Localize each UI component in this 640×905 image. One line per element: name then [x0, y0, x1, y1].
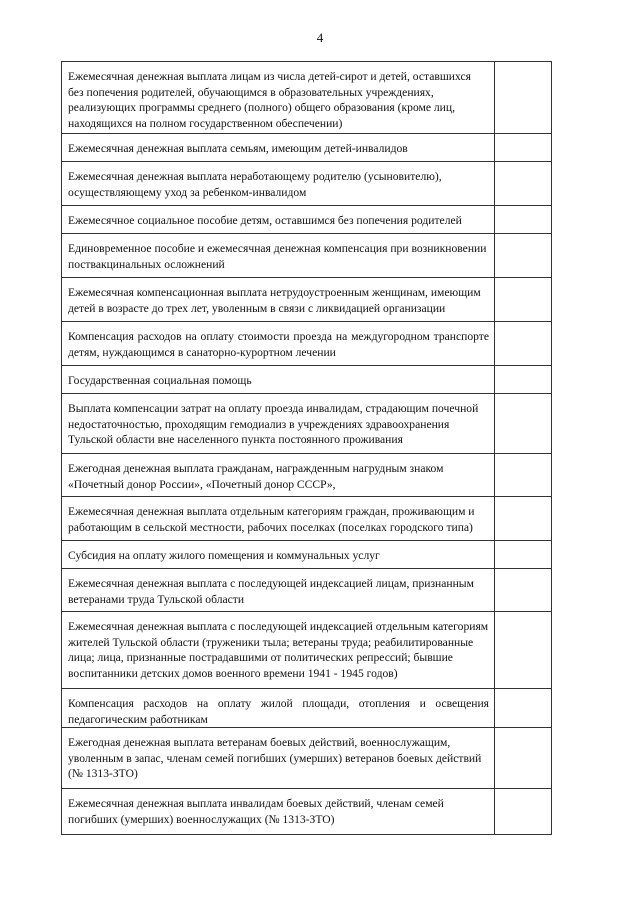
benefit-mark-cell	[495, 497, 552, 541]
benefit-mark-cell	[495, 206, 552, 234]
table-row	[62, 62, 552, 134]
table-row	[62, 134, 552, 162]
benefit-mark-cell	[495, 322, 552, 366]
table-row	[62, 234, 552, 278]
benefit-description: Ежемесячная денежная выплата лицам из числа детей-сирот и детей, оставшихся без попечения родителей, обучающимся в образовательных учреждениях, реализующих программы среднего (полного) общего образования (кроме лиц, находящихся на полном государственном обеспечении)	[68, 70, 471, 130]
benefit-mark-cell	[495, 612, 552, 689]
benefit-mark-cell	[495, 62, 552, 134]
table-row	[62, 789, 552, 835]
benefit-description: Ежемесячное социальное пособие детям, оставшимся без попечения родителей	[68, 214, 462, 227]
benefit-description-cell	[62, 62, 495, 134]
table-row	[62, 569, 552, 612]
benefit-description: Единовременное пособие и ежемесячная денежная компенсация при возникновении поствакцинальных осложнений	[68, 242, 487, 271]
benefit-description: Субсидия на оплату жилого помещения и коммунальных услуг	[68, 549, 380, 562]
table-row	[62, 206, 552, 234]
benefit-mark-cell	[495, 728, 552, 789]
table-row	[62, 366, 552, 394]
table-row	[62, 728, 552, 789]
benefit-description-cell	[62, 689, 495, 728]
benefit-mark-cell	[495, 278, 552, 322]
benefits-table-body	[62, 62, 552, 835]
benefit-description-cell	[62, 206, 495, 234]
benefits-table	[61, 61, 552, 835]
benefit-description-cell	[62, 454, 495, 497]
benefit-mark-cell	[495, 454, 552, 497]
benefit-description-cell	[62, 234, 495, 278]
benefit-mark-cell	[495, 541, 552, 569]
benefit-description: Ежемесячная денежная выплата с последующей индексацией отдельным категориям жителей Тульской области (труженики тыла; ветераны труда; реабилитированные лица; лица, признанные пострадавшими от политических репрессий; бывшие воспитанники детских домов военного времени 1941 - 1945 годов)	[68, 620, 489, 680]
table-row	[62, 454, 552, 497]
benefit-mark-cell	[495, 689, 552, 728]
benefit-description: Компенсация расходов на оплату жилой площади, отопления и освещения педагогическим работникам	[68, 697, 489, 726]
benefit-description: Компенсация расходов на оплату стоимости проезда на междугородном транспорте детям, нуждающимся в санаторно-курортном лечении	[68, 330, 489, 359]
table-row	[62, 394, 552, 454]
benefit-description: Государственная социальная помощь	[68, 374, 252, 387]
benefit-description: Ежемесячная денежная выплата с последующей индексацией лицам, признанным ветеранами труда Тульской области	[68, 577, 474, 606]
table-row	[62, 497, 552, 541]
benefit-description: Ежегодная денежная выплата ветеранам боевых действий, военнослужащим, уволенным в запас, членам семей погибших (умерших) ветеранов боевых действий (№ 1313-ЗТО)	[68, 736, 482, 780]
benefit-description-cell	[62, 497, 495, 541]
benefit-description-cell	[62, 162, 495, 206]
benefit-mark-cell	[495, 394, 552, 454]
table-row	[62, 541, 552, 569]
table-row	[62, 612, 552, 689]
benefit-description-cell	[62, 322, 495, 366]
page-number: 4	[316, 30, 324, 45]
benefit-description: Ежемесячная компенсационная выплата нетрудоустроенным женщинам, имеющим детей в возрасте до трех лет, уволенным в связи с ликвидацией организации	[68, 286, 481, 315]
benefit-description-cell	[62, 569, 495, 612]
table-row	[62, 689, 552, 728]
benefit-description-cell	[62, 366, 495, 394]
benefit-mark-cell	[495, 234, 552, 278]
benefit-description: Ежемесячная денежная выплата инвалидам боевых действий, членам семей погибших (умерших) военнослужащих (№ 1313-ЗТО)	[68, 797, 444, 826]
table-row	[62, 162, 552, 206]
table-row	[62, 322, 552, 366]
benefit-mark-cell	[495, 162, 552, 206]
benefit-description: Выплата компенсации затрат на оплату проезда инвалидам, страдающим почечной недостаточностью, проходящим гемодиализ в учреждениях здравоохранения Тульской области вне населенного пункта постоянного проживания	[68, 402, 479, 446]
benefit-description-cell	[62, 394, 495, 454]
benefit-description-cell	[62, 541, 495, 569]
benefit-description-cell	[62, 134, 495, 162]
benefit-description-cell	[62, 612, 495, 689]
benefit-mark-cell	[495, 134, 552, 162]
benefit-mark-cell	[495, 789, 552, 835]
benefit-description: Ежегодная денежная выплата гражданам, награжденным нагрудным знаком «Почетный донор России», «Почетный донор СССР»,	[68, 462, 444, 491]
benefit-description: Ежемесячная денежная выплата отдельным категориям граждан, проживающим и работающим в сельской местности, рабочих поселках (поселках городского типа)	[68, 505, 475, 534]
table-row	[62, 278, 552, 322]
benefit-description: Ежемесячная денежная выплата неработающему родителю (усыновителю), осуществляющему уход за ребенком-инвалидом	[68, 170, 442, 199]
benefit-description-cell	[62, 789, 495, 835]
benefit-description-cell	[62, 728, 495, 789]
benefit-mark-cell	[495, 366, 552, 394]
benefit-description: Ежемесячная денежная выплата семьям, имеющим детей-инвалидов	[68, 142, 408, 155]
benefit-mark-cell	[495, 569, 552, 612]
benefit-description-cell	[62, 278, 495, 322]
